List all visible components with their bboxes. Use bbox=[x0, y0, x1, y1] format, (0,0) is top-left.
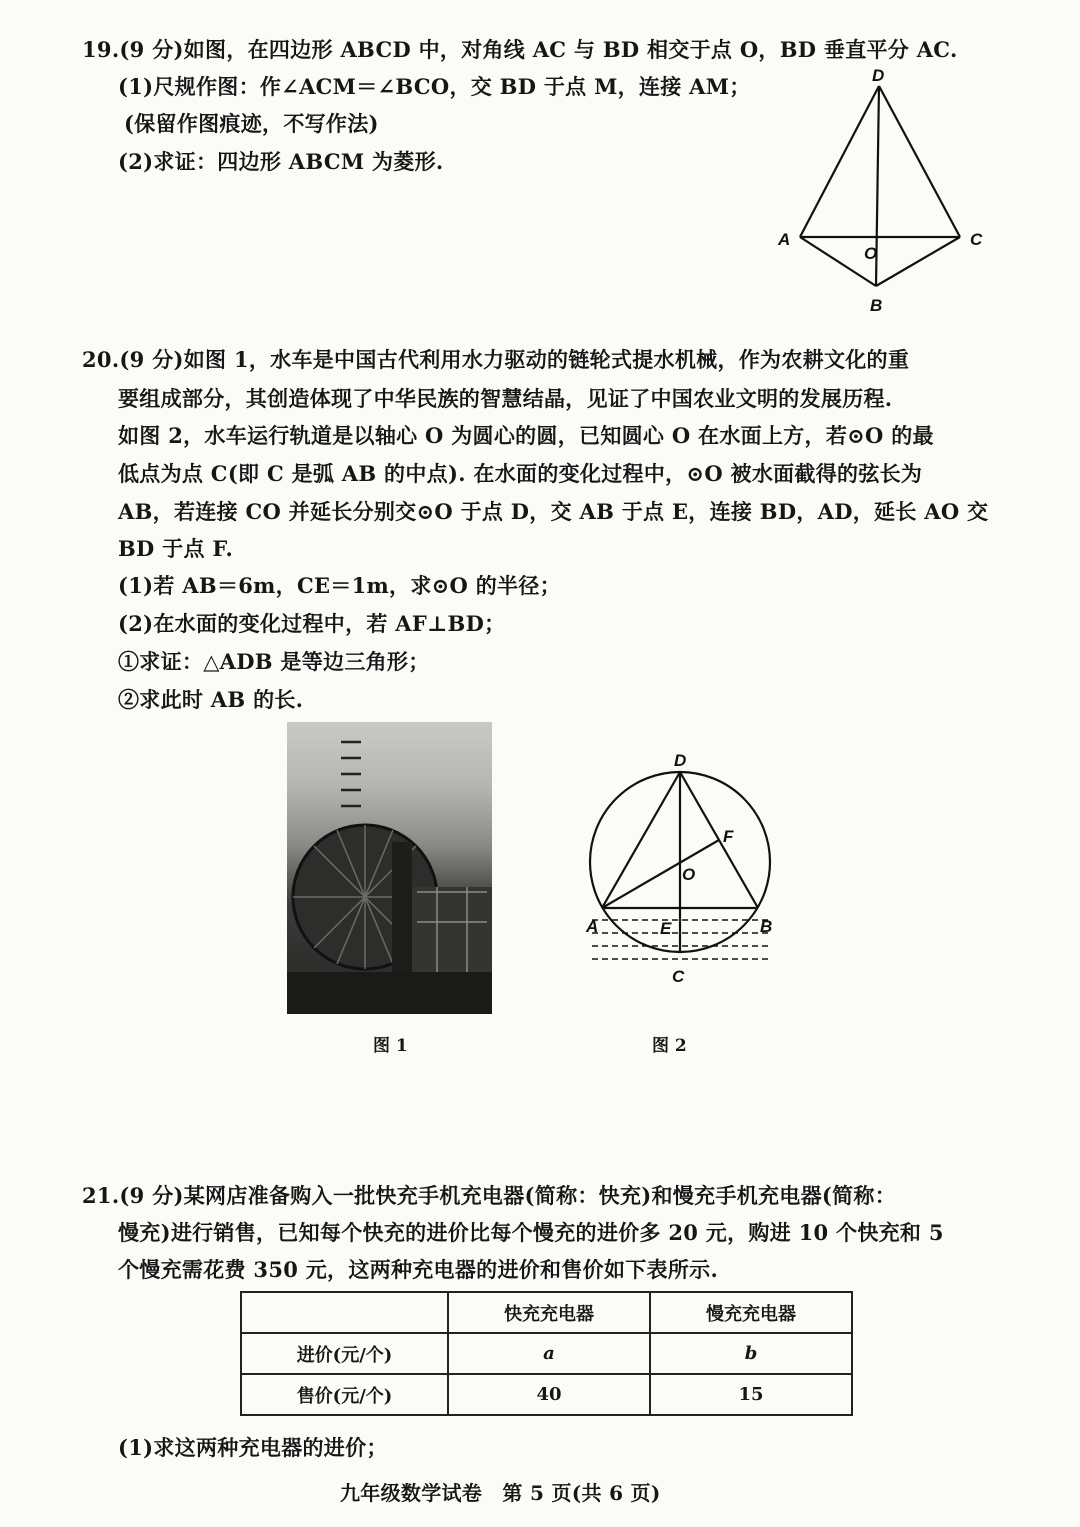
q20-stem-line3: 如图 2，水车运行轨道是以轴心 O 为圆心的圆，已知圆心 O 在水面上方，若⊙O 的最 bbox=[118, 423, 934, 448]
q19-stem: 19.(9 分)如图，在四边形 ABCD 中，对角线 AC 与 BD 相交于点 O，BD 垂直平分 AC. bbox=[82, 37, 958, 62]
q20-part2: (2)在水面的变化过程中，若 AF⊥BD； bbox=[118, 611, 506, 636]
q19-part1-note: (保留作图痕迹，不写作法) bbox=[124, 111, 379, 136]
table-corner-cell bbox=[241, 1292, 448, 1333]
table-header-fast: 快充充电器 bbox=[448, 1292, 650, 1333]
label-C: C bbox=[970, 230, 983, 249]
label-O: O bbox=[864, 244, 878, 263]
table-row bbox=[241, 1374, 852, 1415]
label-B: B bbox=[870, 296, 883, 315]
q21-stem-line3: 个慢充需花费 350 元，这两种充电器的进价和售价如下表所示. bbox=[118, 1257, 719, 1282]
q21-stem-line1: 21.(9 分)某网店准备购入一批快充手机充电器(简称：快充)和慢充手机充电器(简称： bbox=[82, 1183, 897, 1208]
q20-part2-sub1: ①求证：△ADB 是等边三角形； bbox=[118, 649, 430, 674]
segment-DA bbox=[602, 772, 680, 908]
q19-part1: (1)尺规作图：作∠ACM＝∠BCO，交 BD 于点 M，连接 AM； bbox=[118, 74, 751, 99]
price-table bbox=[240, 1291, 853, 1416]
segment-AF bbox=[602, 840, 719, 908]
segment-DC bbox=[879, 86, 960, 237]
q20-stem-line5: AB，若连接 CO 并延长分别交⊙O 于点 D，交 AB 于点 E，连接 BD，AD，延长 AO 交 bbox=[118, 499, 989, 524]
label-O: O bbox=[682, 865, 696, 884]
q20-part1: (1)若 AB＝6m，CE＝1m，求⊙O 的半径； bbox=[118, 573, 561, 598]
label-D: D bbox=[674, 751, 687, 770]
page-footer: 九年级数学试卷 第 5 页(共 6 页) bbox=[340, 1481, 661, 1505]
table-cell-price-slow: 15 bbox=[650, 1374, 852, 1415]
q19-figure bbox=[770, 62, 1000, 322]
label-C: C bbox=[672, 967, 685, 986]
label-E: E bbox=[660, 919, 672, 938]
segment-DA bbox=[800, 86, 879, 237]
table-cell-price-fast: 40 bbox=[448, 1374, 650, 1415]
table-row-label-price: 售价(元/个) bbox=[241, 1374, 448, 1415]
table-header-row bbox=[241, 1292, 852, 1333]
q20-figure2 bbox=[578, 750, 788, 990]
q21-stem-line2: 慢充)进行销售，已知每个快充的进价比每个慢充的进价多 20 元，购进 10 个快充和 5 bbox=[118, 1220, 944, 1245]
table-cell-cost-fast: a bbox=[448, 1333, 650, 1374]
label-B: B bbox=[760, 917, 773, 936]
q20-stem-line2: 要组成部分，其创造体现了中华民族的智慧结晶，见证了中国农业文明的发展历程. bbox=[118, 386, 893, 411]
segment-CB bbox=[876, 237, 960, 286]
q20-stem-line4: 低点为点 C(即 C 是弧 AB 的中点). 在水面的变化过程中，⊙O 被水面截得的弦长为 bbox=[118, 461, 923, 486]
table-header-slow: 慢充充电器 bbox=[650, 1292, 852, 1333]
table-row bbox=[241, 1333, 852, 1374]
q20-stem-line6: BD 于点 F. bbox=[118, 536, 234, 561]
label-D: D bbox=[872, 66, 885, 85]
q19-part2: (2)求证：四边形 ABCM 为菱形. bbox=[118, 149, 444, 174]
table-row-label-cost: 进价(元/个) bbox=[241, 1333, 448, 1374]
q20-part2-sub2: ②求此时 AB 的长. bbox=[118, 687, 304, 712]
label-A: A bbox=[586, 917, 599, 936]
q21-part1: (1)求这两种充电器的进价； bbox=[118, 1435, 388, 1460]
table-cell-cost-slow: b bbox=[650, 1333, 852, 1374]
fig2-caption: 图 2 bbox=[652, 1036, 687, 1056]
water-wheel-photo bbox=[287, 722, 492, 1014]
label-F: F bbox=[723, 827, 734, 846]
q20-stem-line1: 20.(9 分)如图 1，水车是中国古代利用水力驱动的链轮式提水机械，作为农耕文化的重 bbox=[82, 347, 910, 372]
fig1-caption: 图 1 bbox=[373, 1036, 408, 1056]
label-A: A bbox=[778, 230, 791, 249]
